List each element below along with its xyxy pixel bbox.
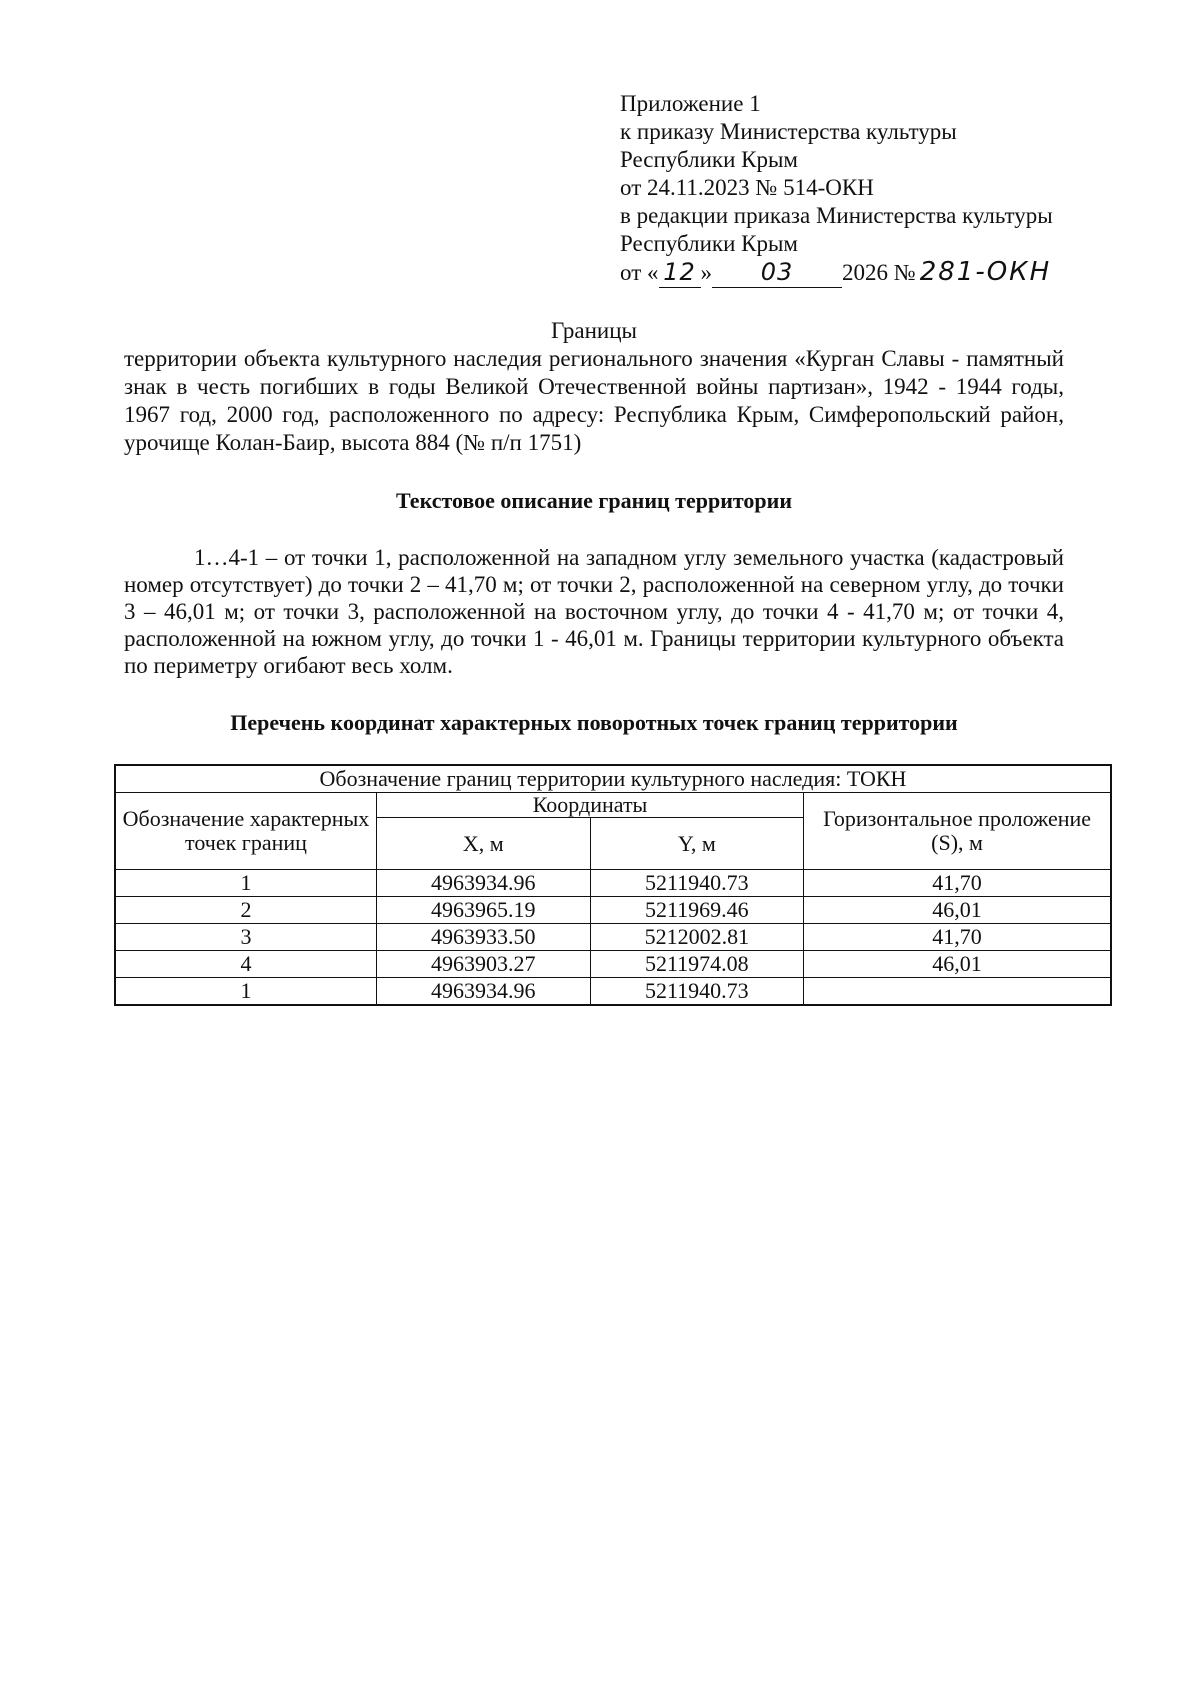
appendix-line: Республики Крым bbox=[620, 147, 798, 172]
table-row bbox=[115, 951, 1111, 978]
cell-x: 4963903.27 bbox=[376, 951, 590, 978]
appendix-line: Республики Крым bbox=[620, 231, 798, 256]
col-header-point: Обозначение характерных точек границ bbox=[115, 793, 376, 870]
subject-paragraph: территории объекта культурного наследия регионального значения «Курган Славы - памятный знак в честь погибших в годы Великой Отечественной войны партизан», 1942 - 1944 годы, 1967 год, 2000 год, расположенного по адресу: Республика Крым, Симферопольский район, урочище Колан-Баир, высота 884 (№ п/п 1751) bbox=[124, 346, 1064, 455]
description-heading: Текстовое описание границ территории bbox=[395, 488, 793, 513]
cell-x: 4963965.19 bbox=[376, 897, 590, 924]
handwritten-day: 12 bbox=[663, 258, 696, 286]
date-prefix: от « bbox=[620, 260, 659, 285]
table-row bbox=[115, 978, 1111, 1006]
coords-heading: Перечень координат характерных поворотных точек границ территории bbox=[230, 710, 958, 735]
cell-distance: 41,70 bbox=[804, 924, 1111, 951]
cell-point: 2 bbox=[115, 897, 376, 924]
appendix-line: в редакции приказа Министерства культуры bbox=[620, 203, 1053, 228]
table-row bbox=[115, 924, 1111, 951]
coordinates-table bbox=[114, 764, 1112, 1006]
col-header-distance: Горизонтальное проложение (S), м bbox=[804, 793, 1111, 870]
cell-x: 4963933.50 bbox=[376, 924, 590, 951]
cell-y: 5211940.73 bbox=[590, 978, 804, 1006]
page-title: Границы bbox=[551, 318, 637, 343]
cell-y: 5212002.81 bbox=[590, 924, 804, 951]
cell-x: 4963934.96 bbox=[376, 978, 590, 1006]
table-row bbox=[115, 870, 1111, 897]
cell-y: 5211974.08 bbox=[590, 951, 804, 978]
handwritten-order-number: 281-ОКН bbox=[919, 257, 1052, 287]
table-row bbox=[115, 897, 1111, 924]
cell-distance: 46,01 bbox=[804, 897, 1111, 924]
col-header-coords: Координаты bbox=[376, 793, 803, 818]
cell-distance bbox=[804, 978, 1111, 1006]
col-header-y: Y, м bbox=[590, 818, 804, 870]
appendix-block bbox=[620, 90, 1140, 288]
cell-point: 1 bbox=[115, 978, 376, 1006]
day-close: » bbox=[700, 260, 712, 285]
table-caption: Обозначение границ территории культурного наследия: ТОКН bbox=[115, 765, 1111, 793]
appendix-line: от 24.11.2023 № 514-ОКН bbox=[620, 175, 874, 200]
cell-y: 5211940.73 bbox=[590, 870, 804, 897]
appendix-line: к приказу Министерства культуры bbox=[620, 119, 957, 144]
cell-point: 1 bbox=[115, 870, 376, 897]
order-date-line bbox=[620, 258, 1140, 288]
appendix-line: Приложение 1 bbox=[620, 91, 761, 116]
day-field bbox=[659, 258, 701, 288]
handwritten-month: 03 bbox=[760, 258, 794, 286]
year-label: 2026 № bbox=[842, 260, 916, 285]
cell-point: 3 bbox=[115, 924, 376, 951]
col-header-x: X, м bbox=[376, 818, 590, 870]
cell-point: 4 bbox=[115, 951, 376, 978]
description-paragraph: 1…4-1 – от точки 1, расположенной на западном углу земельного участка (кадастровый номер отсутствует) до точки 2 – 41,70 м; от точки 2, расположенной на северном углу, до точки 3 – 46,01 м; от точки 3, расположенной на восточном углу, до точки 4 - 41,70 м; от точки 4, расположенной на южном углу, до точки 1 - 46,01 м. Границы территории культурного объекта по периметру огибают весь холм. bbox=[124, 545, 1064, 678]
cell-distance: 41,70 bbox=[804, 870, 1111, 897]
cell-x: 4963934.96 bbox=[376, 870, 590, 897]
cell-y: 5211969.46 bbox=[590, 897, 804, 924]
month-field bbox=[712, 258, 842, 288]
cell-distance: 46,01 bbox=[804, 951, 1111, 978]
